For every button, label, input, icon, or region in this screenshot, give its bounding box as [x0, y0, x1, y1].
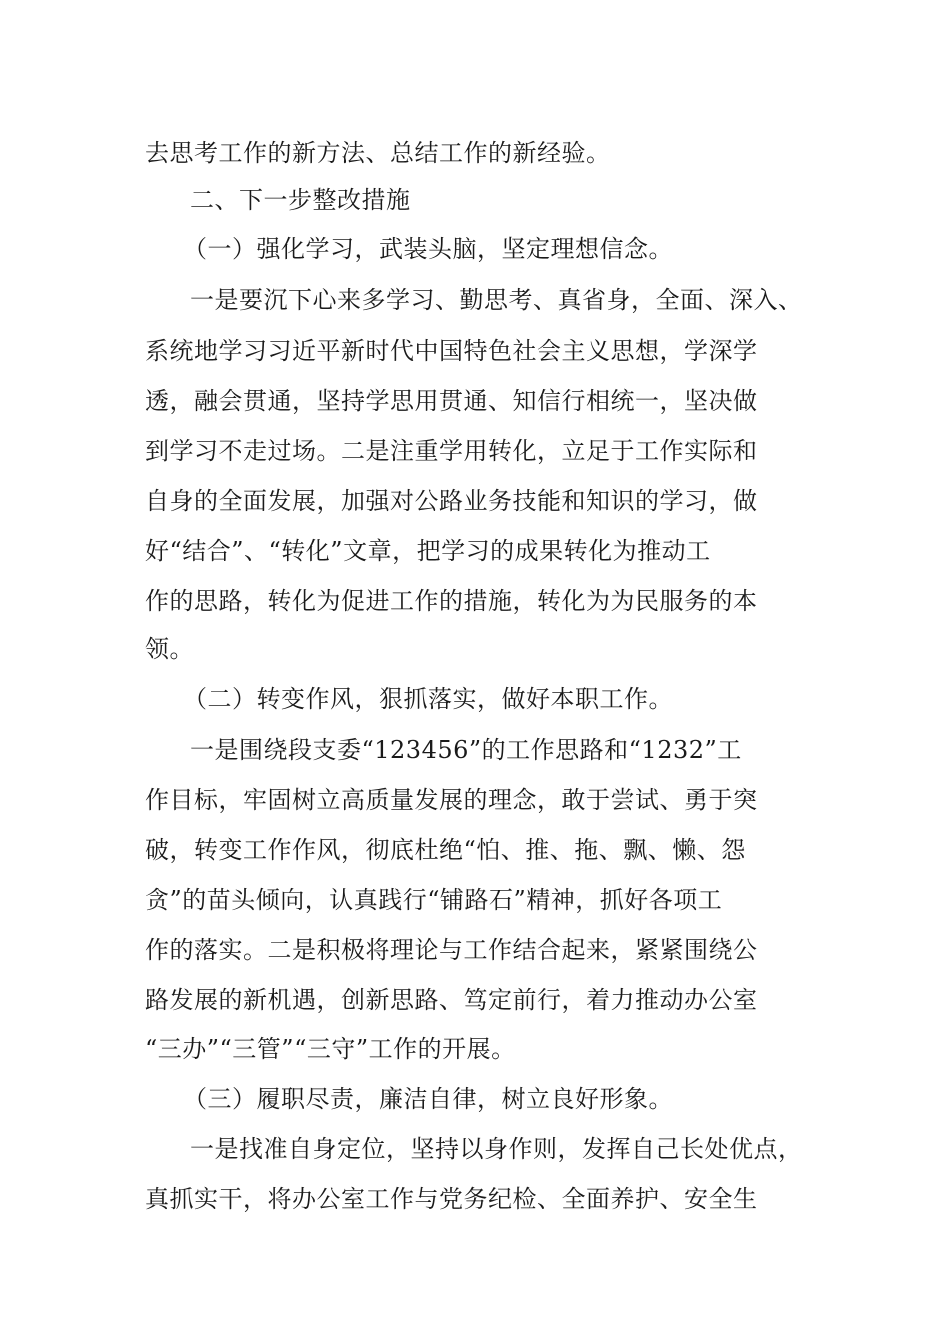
body-text-line: 领。 [145, 635, 194, 663]
paragraph-first-line: 一是要沉下心来多学习、勤思考、真省身，全面、深入、 [190, 286, 803, 314]
body-text-line: 到学习不走过场。二是注重学用转化，立足于工作实际和 [145, 437, 758, 465]
body-text-line: 贪”的苗头倾向，认真践行“铺路石”精神，抓好各项工 [145, 886, 723, 914]
body-text-line: 透，融会贯通，坚持学思用贯通、知信行相统一，坚决做 [145, 387, 758, 415]
subsection-heading: （一）强化学习，武装头脑，坚定理想信念。 [183, 235, 673, 263]
body-text-line: 路发展的新机遇，创新思路、笃定前行，着力推动办公室 [145, 986, 758, 1014]
body-text-line: 自身的全面发展，加强对公路业务技能和知识的学习，做 [145, 487, 758, 515]
body-text-line: 去思考工作的新方法、总结工作的新经验。 [145, 139, 611, 167]
paragraph-first-line: 一是找准自身定位，坚持以身作则，发挥自己长处优点， [190, 1135, 803, 1163]
body-text-line: 作的思路，转化为促进工作的措施，转化为为民服务的本 [145, 587, 758, 615]
body-text-line: “三办”“三管”“三守”工作的开展。 [145, 1035, 516, 1063]
section-heading: 二、下一步整改措施 [190, 186, 411, 214]
subsection-heading: （二）转变作风，狠抓落实，做好本职工作。 [183, 685, 673, 713]
subsection-heading: （三）履职尽责，廉洁自律，树立良好形象。 [183, 1085, 673, 1113]
body-text-line: 系统地学习习近平新时代中国特色社会主义思想，学深学 [145, 337, 758, 365]
body-text-line: 作的落实。二是积极将理论与工作结合起来，紧紧围绕公 [145, 936, 758, 964]
paragraph-first-line: 一是围绕段支委“123456”的工作思路和“1232”工 [190, 736, 742, 764]
body-text-line: 作目标，牢固树立高质量发展的理念，敢于尝试、勇于突 [145, 786, 758, 814]
body-text-line: 真抓实干，将办公室工作与党务纪检、全面养护、安全生 [145, 1185, 758, 1213]
body-text-line: 破，转变工作作风，彻底杜绝“怕、推、拖、飘、懒、怨 [145, 836, 746, 864]
body-text-line: 好“结合”、“转化”文章，把学习的成果转化为推动工 [145, 537, 711, 565]
